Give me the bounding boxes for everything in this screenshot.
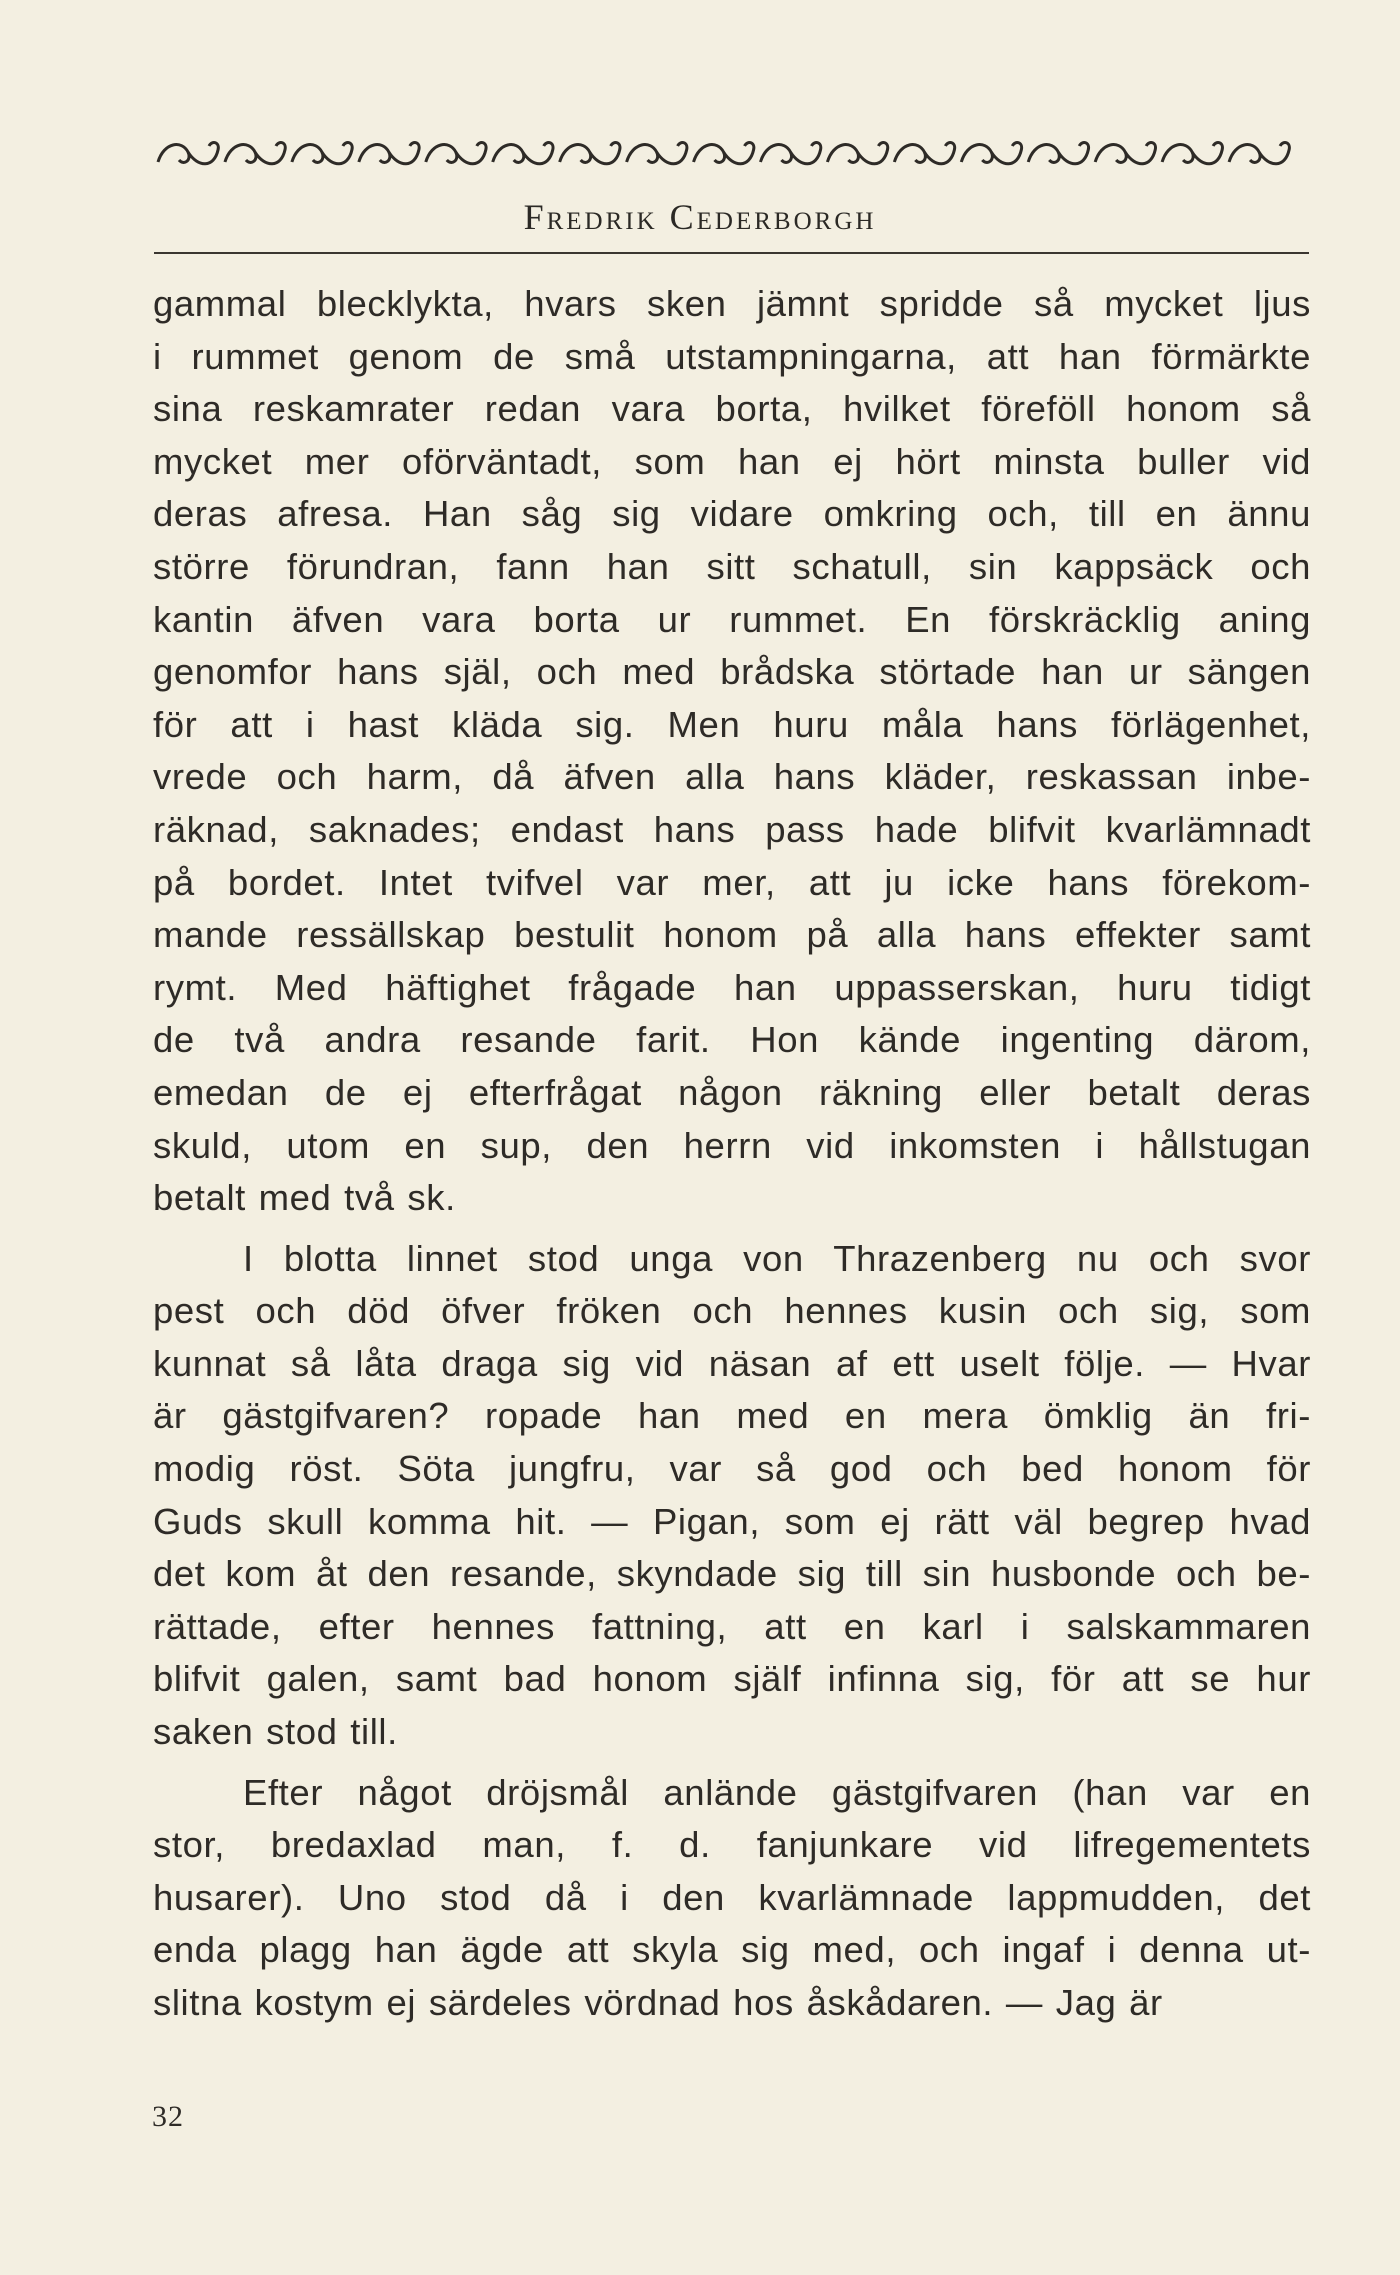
running-header: Fredrik Cederborgh	[523, 197, 877, 237]
text-line: pest och död öfver fröken och hennes kusin och sig, som	[153, 1290, 1311, 1332]
scroll-motif	[627, 143, 687, 164]
scroll-motif	[158, 143, 218, 164]
scroll-motif	[292, 143, 352, 164]
paragraph	[153, 1233, 1311, 1759]
text-line: stor, bredaxlad man, f. d. fanjunkare vid lifregementets	[153, 1824, 1311, 1866]
scroll-motif	[1095, 143, 1155, 164]
scroll-motif	[1229, 143, 1289, 164]
scroll-motif	[827, 143, 887, 164]
text-line: mande ressällskap bestulit honom på alla hans effekter samt	[153, 914, 1311, 956]
text-line: kunnat så låta draga sig vid näsan af ett uselt följe. — Hvar	[153, 1342, 1311, 1384]
text-line: kantin äfven vara borta ur rummet. En förskräcklig aning	[153, 598, 1311, 640]
body-text	[153, 278, 1311, 2030]
text-line: mycket mer oförväntadt, som han ej hört minsta buller vid	[153, 440, 1311, 482]
text-line: slitna kostym ej särdeles vördnad hos åskådaren. — Jag är	[153, 1982, 1163, 2023]
scroll-motif	[1028, 143, 1088, 164]
text-line: större förundran, fann han sitt schatull, sin kappsäck och	[153, 545, 1311, 587]
text-line: modig röst. Söta jungfru, var så god och bed honom för	[153, 1448, 1311, 1490]
text-line: husarer). Uno stod då i den kvarlämnade lappmudden, det	[153, 1876, 1311, 1918]
text-line: saken stod till.	[153, 1711, 398, 1753]
scroll-motif	[359, 143, 419, 164]
text-line: I blotta linnet stod unga von Thrazenberg nu och svor	[243, 1237, 1311, 1279]
text-line: sina reskamrater redan vara borta, hvilket föreföll honom så	[153, 388, 1311, 430]
text-line: rymt. Med häftighet frågade han uppasserskan, huru tidigt	[153, 966, 1311, 1008]
text-line: Efter något dröjsmål anlände gästgifvaren (han var en	[243, 1771, 1311, 1813]
text-line: blifvit galen, samt bad honom själf infinna sig, för att se hur	[153, 1658, 1311, 1700]
text-line: räknad, saknades; endast hans pass hade blifvit kvarlämnadt	[153, 808, 1311, 850]
header-rule	[154, 252, 1309, 254]
text-line: de två andra resande farit. Hon kände ingenting därom,	[153, 1019, 1311, 1061]
text-line: deras afresa. Han såg sig vidare omkring och, till en ännu	[153, 493, 1311, 535]
scroll-motif	[961, 143, 1021, 164]
text-line: det kom åt den resande, skyndade sig till sin husbonde och be-	[153, 1553, 1311, 1595]
text-line: är gästgifvaren? ropade han med en mera ömklig än fri-	[153, 1395, 1311, 1437]
text-line: betalt med två sk.	[153, 1177, 456, 1219]
scroll-motif	[560, 143, 620, 164]
scroll-motif	[225, 143, 285, 164]
text-line: skuld, utom en sup, den herrn vid inkomsten i hållstugan	[153, 1124, 1311, 1166]
paragraph	[153, 1767, 1311, 2030]
text-line: för att i hast kläda sig. Men huru måla hans förlägenhet,	[153, 703, 1311, 745]
scroll-motif	[1162, 143, 1222, 164]
page-number: 32	[152, 2100, 184, 2133]
scroll-motif	[694, 143, 754, 164]
text-line: gammal blecklykta, hvars sken jämnt spridde så mycket ljus	[153, 283, 1311, 324]
scroll-motif	[760, 143, 820, 164]
text-line: vrede och harm, då äfven alla hans kläder, reskassan inbe-	[153, 756, 1311, 798]
text-line: rättade, efter hennes fattning, att en karl i salskammaren	[153, 1605, 1311, 1647]
scroll-motif	[426, 143, 486, 164]
text-line: på bordet. Intet tvifvel var mer, att ju icke hans förekom-	[153, 861, 1311, 903]
scroll-motif	[493, 143, 553, 164]
ornamental-scroll-border-icon	[154, 128, 1292, 180]
text-line: emedan de ej efterfrågat någon räkning eller betalt deras	[153, 1071, 1311, 1113]
text-line: genomfor hans själ, och med brådska störtade han ur sängen	[153, 651, 1311, 693]
text-line: enda plagg han ägde att skyla sig med, och ingaf i denna ut-	[153, 1929, 1311, 1971]
scroll-motif	[894, 143, 954, 164]
text-line: Guds skull komma hit. — Pigan, som ej rätt väl begrep hvad	[153, 1500, 1311, 1542]
text-line: i rummet genom de små utstampningarna, att han förmärkte	[153, 335, 1311, 377]
paragraph	[153, 278, 1311, 1225]
